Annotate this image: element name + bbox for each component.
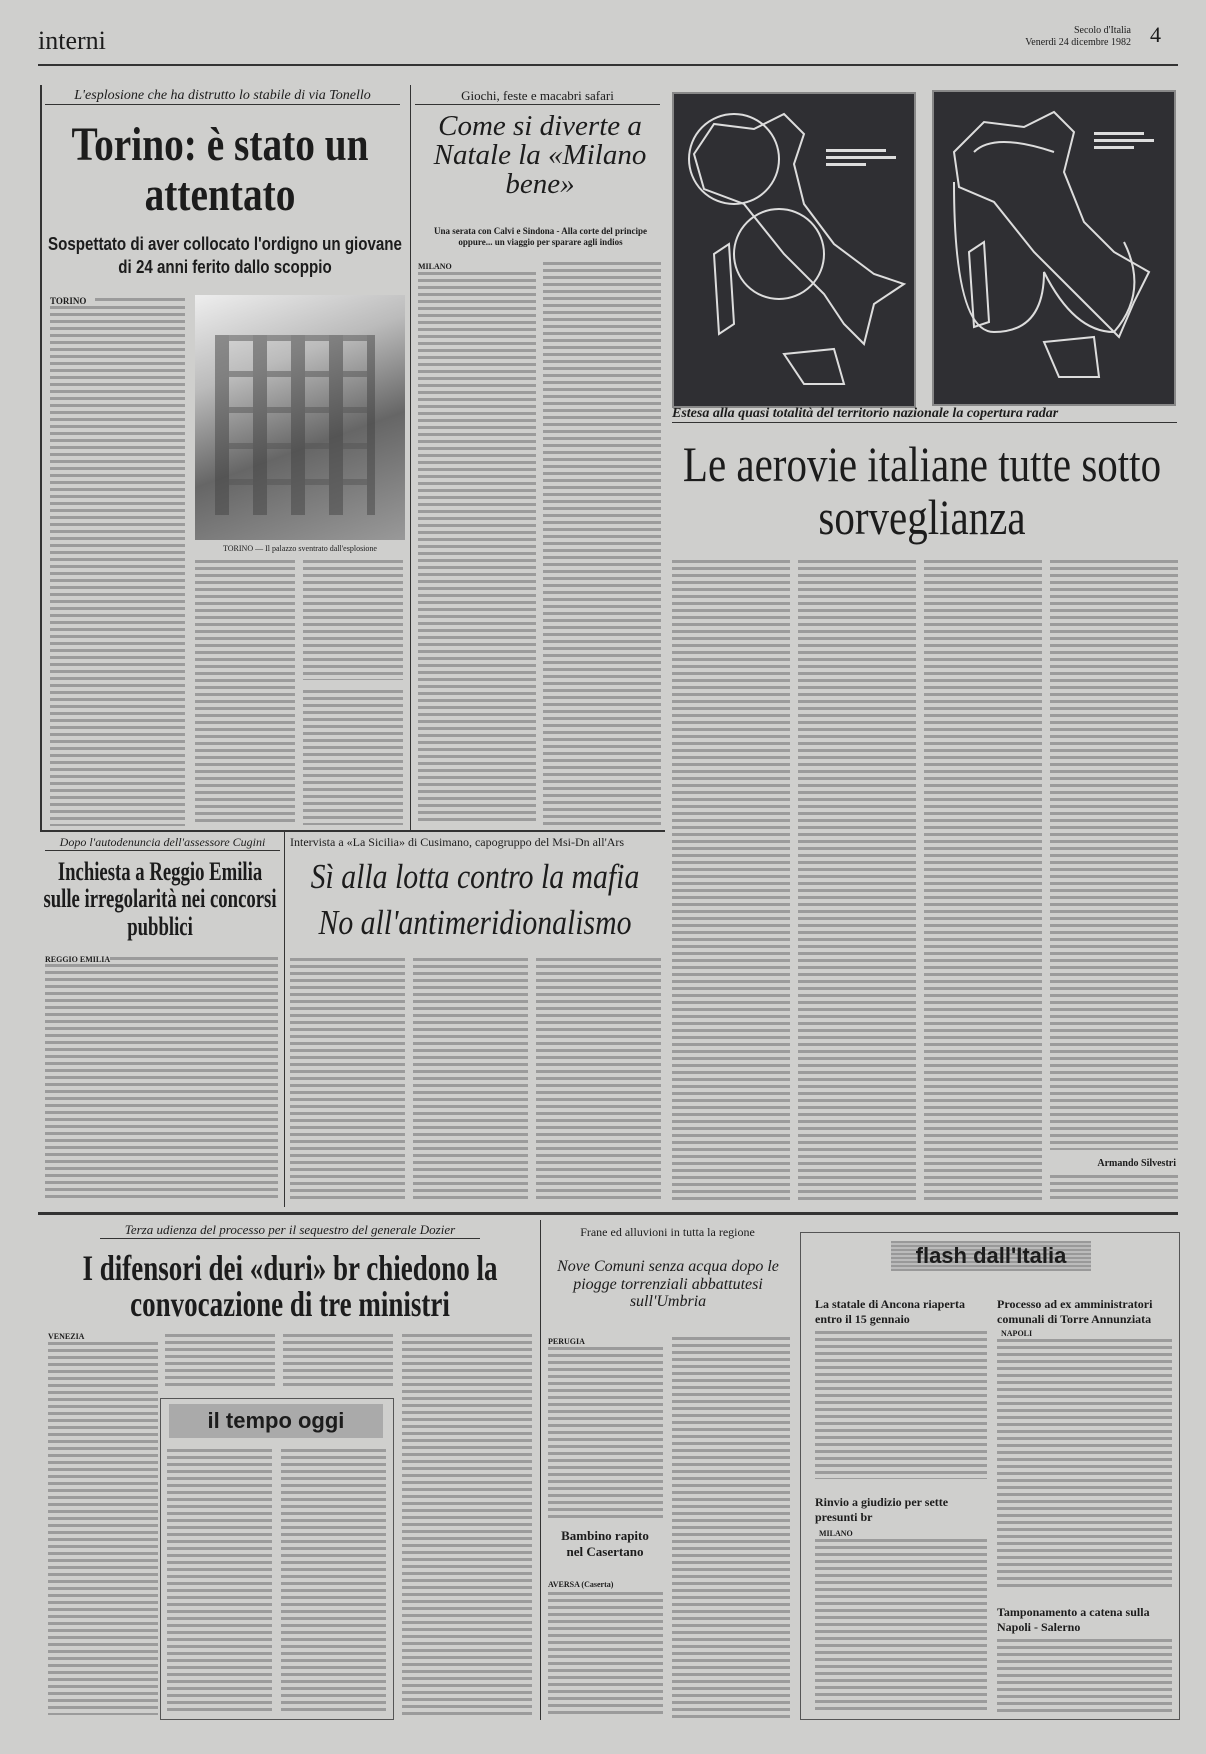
column-rule [410, 85, 411, 830]
column-rule [284, 832, 285, 1207]
body-text [672, 560, 790, 1200]
body-text [303, 560, 403, 680]
body-text [48, 1342, 158, 1715]
milano-subhead: Una serata con Calvi e Sindona - Alla corte del principe oppure... un viaggio per sparare agli indios [434, 226, 647, 248]
kidnap-box-dateline: AVERSA (Caserta) [548, 1580, 614, 1589]
torino-kicker: L'esplosione che ha distrutto lo stabile di via Tonello [45, 88, 400, 105]
body-text [195, 560, 295, 825]
weather-box [160, 1398, 394, 1720]
torino-dateline: TORINO [50, 296, 87, 306]
header-rule [38, 64, 1178, 66]
body-text [543, 262, 661, 825]
body-text [413, 958, 528, 1200]
dozier-headline: I difensori dei «duri» br chiedono la convocazione di tre ministri [82, 1248, 498, 1324]
torino-subhead: Sospettato di aver collocato l'ordigno un giovane di 24 anni ferito dallo scoppio [48, 234, 402, 277]
torino-headline: Torino: è stato un attentato [71, 118, 369, 222]
body-text [283, 1334, 393, 1390]
reggio-kicker: Dopo l'autodenuncia dell'assessore Cugini [45, 835, 280, 851]
radar-map-left [672, 92, 916, 408]
body-text [997, 1639, 1172, 1714]
body-text [303, 690, 403, 825]
section-rule [40, 830, 665, 832]
body-text [165, 1334, 275, 1390]
building-photo [195, 295, 405, 540]
body-text [815, 1539, 987, 1714]
radar-map-right [932, 90, 1176, 406]
mafia-headline-2: No all'antimeridionalismo [318, 903, 632, 942]
body-text [798, 560, 916, 1200]
column-rule [40, 85, 42, 830]
photo-caption: TORINO — Il palazzo sventrato dall'esplosione [223, 544, 377, 553]
milano-kicker: Giochi, feste e macabri safari [415, 88, 660, 105]
body-text [1050, 1175, 1178, 1200]
masthead-paper: Secolo d'Italia [1073, 25, 1131, 36]
body-text [281, 1449, 386, 1714]
umbria-dateline: PERUGIA [548, 1337, 585, 1346]
flash-item-title: Rinvio a giudizio per sette presunti br [815, 1495, 949, 1524]
body-text [418, 272, 536, 825]
aerovie-headline: Le aerovie italiane tutte sotto sorveglianza [682, 436, 1162, 545]
kidnap-box-title: Bambino rapito nel Casertano [561, 1528, 649, 1560]
masthead-date: Venerdì 24 dicembre 1982 [1025, 37, 1131, 48]
body-text [815, 1331, 987, 1479]
body-text [167, 1449, 272, 1714]
body-text [672, 1337, 790, 1720]
body-text [536, 958, 661, 1200]
body-text [45, 964, 278, 1199]
flash-item-title: La statale di Ancona riaperta entro il 15 gennaio [815, 1297, 965, 1326]
flash-item-dateline: NAPOLI [1001, 1329, 1033, 1338]
flash-title: flash dall'Italia [891, 1241, 1091, 1271]
dozier-dateline: VENEZIA [48, 1332, 85, 1341]
milano-headline: Come si diverte a Natale la «Milano bene» [433, 110, 647, 200]
body-text [924, 560, 1042, 1200]
page-number: 4 [1150, 22, 1161, 47]
mafia-headline-1: Sì alla lotta contro la mafia [310, 857, 640, 896]
mafia-kicker: Intervista a «La Sicilia» di Cusimano, capogruppo del Msi-Dn all'Ars [290, 835, 625, 849]
body-text [290, 958, 405, 1200]
body-text [548, 1347, 663, 1520]
aerovie-signature: Armando Silvestri [1097, 1158, 1176, 1169]
dozier-kicker: Terza udienza del processo per il sequestro del generale Dozier [100, 1222, 480, 1239]
milano-dateline: MILANO [418, 262, 452, 271]
reggio-headline: Inchiesta a Reggio Emilia sulle irregolarità nei concorsi pubblici [43, 857, 277, 941]
flash-box [800, 1232, 1180, 1720]
umbria-headline: Nove Comuni senza acqua dopo le piogge torrenziali abbattutesi sull'Umbria [557, 1258, 779, 1311]
flash-item-title: Tamponamento a catena sulla Napoli - Salerno [997, 1605, 1150, 1634]
body-text [110, 957, 278, 962]
flash-item-dateline: MILANO [819, 1529, 853, 1538]
reggio-dateline: REGGIO EMILIA [45, 955, 111, 964]
section-rule [38, 1212, 1178, 1215]
section-title: interni [38, 26, 106, 55]
body-text [50, 306, 185, 826]
weather-title: il tempo oggi [169, 1404, 383, 1438]
body-text [402, 1334, 532, 1715]
body-text [548, 1592, 663, 1717]
flash-item-title: Processo ad ex amministratori comunali di Torre Annunziata [997, 1297, 1153, 1326]
body-text [1050, 560, 1178, 1150]
body-text [95, 298, 185, 304]
umbria-kicker: Frane ed alluvioni in tutta la regione [580, 1225, 755, 1239]
body-text [997, 1339, 1172, 1589]
maps-caption: Estesa alla quasi totalità del territorio nazionale la copertura radar [672, 406, 1177, 423]
column-rule [540, 1220, 541, 1720]
